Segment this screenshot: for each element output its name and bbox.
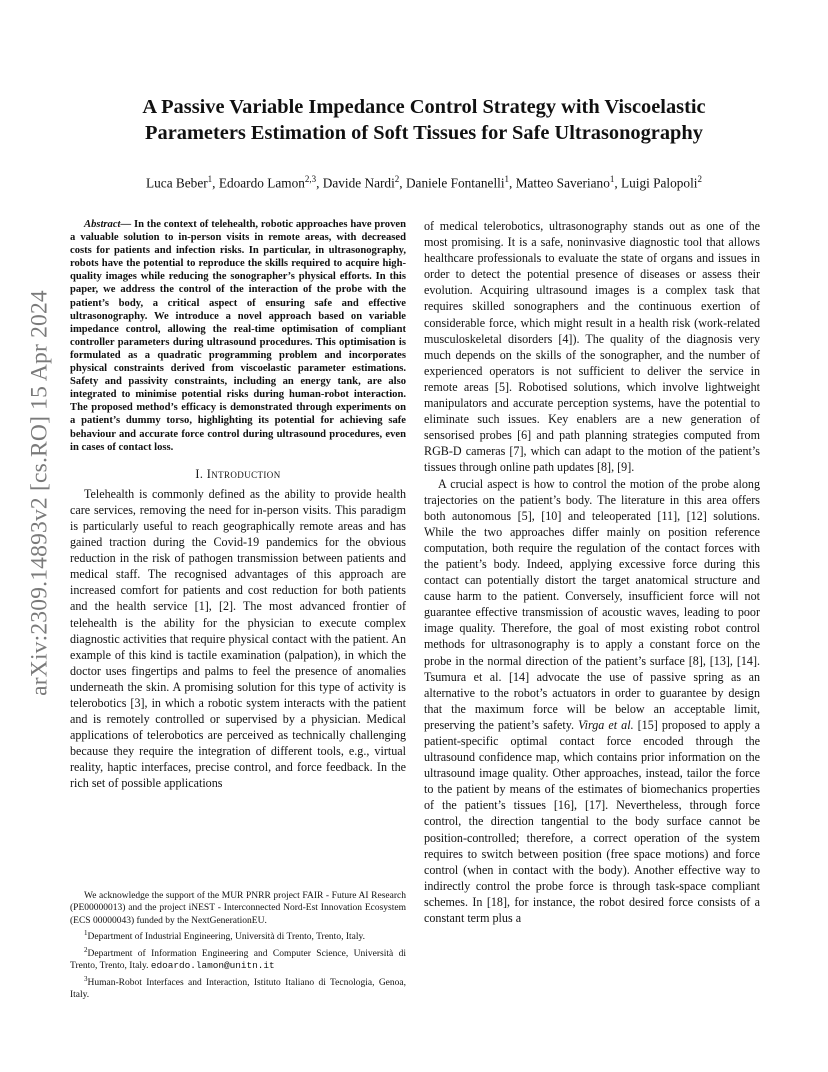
footnote-affiliation-2 bbox=[70, 944, 406, 973]
footnotes bbox=[70, 890, 406, 1002]
footnote-text: Department of Information Engineering and Computer Science, Università di Trento, Trento, Italy. bbox=[70, 948, 406, 972]
author-email: edoardo.lamon@unitn.it bbox=[150, 960, 275, 972]
title-line-2: Parameters Estimation of Soft Tissues for Safe Ultrasonography bbox=[145, 122, 703, 144]
author-name: Daniele Fontanelli bbox=[405, 175, 505, 191]
right-column bbox=[424, 218, 760, 926]
footnote-affiliation-1 bbox=[70, 927, 406, 944]
author-name: Edoardo Lamon bbox=[218, 175, 305, 191]
author-name: Luigi Palopoli bbox=[621, 175, 698, 191]
footnote-text: Human-Robot Interfaces and Interaction, Istituto Italiano di Tecnologia, Genoa, Italy. bbox=[70, 977, 406, 1001]
paper-title bbox=[90, 94, 758, 146]
footnote-affiliation-3 bbox=[70, 973, 406, 1002]
author-affiliation: 1 bbox=[207, 174, 213, 184]
author-name: Luca Beber bbox=[146, 175, 208, 191]
footnote-mark: 3 bbox=[84, 974, 88, 983]
section-title: Introduction bbox=[206, 466, 281, 481]
body-paragraph: of medical telerobotics, ultrasonography stands out as one of the most promising. It is a safe, noninvasive diagnostic tool that allows healthcare professionals to evaluate the state of organs and issues in order to detect the potential presence of diseases or assess their evolution. Acquiring ultrasound images is a complex task that requires skilled sonographers and the continuous exertion of considerable force, which might result in a health risk (work-related musculoskeletal disorders [4]). The quality of the diagnosis very much depends on the skills of the sonographer, and the number of experienced operators is not sufficient to deliver the service in remote areas [5]. Robotised solutions, which involve lightweight manipulators and accurate perception systems, have the potential to eliminate such issues. Key enablers are a new generation of sensorised probes [6] and path planning strategies computed from RGB-D cameras [7], which can adapt to the motion of the patient’s tissues through online path updates [8], [9]. bbox=[424, 219, 760, 475]
author-name: Matteo Saveriano bbox=[515, 175, 610, 191]
arxiv-sidebar-stamp bbox=[20, 283, 60, 703]
author-affiliation: 2 bbox=[697, 174, 702, 184]
author-affiliation: 1 bbox=[609, 174, 615, 184]
author-list: Luca Beber$^1$, Edoardo Lamon$^{2,3}$, Davide Nardi$^2$, Daniele Fontanelli$^1$, Matteo Saveriano$^1$, Luigi Palopoli$^2$ bbox=[146, 174, 702, 191]
section-number: I. bbox=[195, 466, 204, 481]
left-column bbox=[70, 218, 406, 792]
abstract bbox=[70, 218, 406, 454]
intro-paragraph: Telehealth is commonly defined as the ability to provide health care services, removing the need for in-person visits. This paradigm is particularly useful to reach geographically remote areas and has gained traction during the Covid-19 pandemics for the obvious reduction in the risk of pathogen transmission between patients and medical staff. The recognised advantages of this approach are increased comfort for patients and cost reduction for both patients and the health service [1], [2]. The most advanced frontier of telehealth is the ability for the physician to execute complex diagnostic activities that require physical contact with the patient. An example of this kind is tactile examination (palpation), in which the doctor uses fingertips and palms to feel the presence of anomalies underneath the skin. A promising solution for this type of activity is telerobotics [3], in which a robotic system interacts with the patient and is remotely controlled or supervised by a physician. Medical applications of telerobotics are perceived as technically challenging because they require the integration of different tools, e.g., virtual reality, haptic interfaces, precise control, and force feedback. In the rich set of possible applications bbox=[70, 486, 406, 791]
author-affiliation: 2,3 bbox=[304, 174, 317, 184]
footnote-mark: 1 bbox=[84, 929, 88, 938]
footnote-mark: 2 bbox=[84, 945, 88, 954]
cited-author: Virga et al. bbox=[578, 717, 634, 732]
section-heading-introduction bbox=[70, 466, 406, 482]
abstract-text: — In the context of telehealth, robotic approaches have proven a valuable solution to in-person visits in remote areas, with decreased costs for patients and infection risks. In particular, in ultrasonography, robots have the potential to reproduce the skills required to acquire high-quality images while reducing the sonographer’s physical efforts. In this paper, we address the control of the interaction of the probe with the patient’s body, a critical aspect of ensuring safe and effective ultrasonography. We introduce a novel approach based on variable impedance control, allowing the real-time optimisation of compliant controller parameters during ultrasound procedures. This optimisation is formulated as a quadratic programming problem and incorporates physical constraints derived from viscoelastic parameter estimations. Safety and passivity constraints, including an energy tank, are also integrated to minimise potential risks during human-robot interaction. The proposed method’s efficacy is demonstrated through experiments on a patient’s dummy torso, highlighting its potential for achieving safe behaviour and accurate force control during ultrasound procedures, even in cases of contact loss. bbox=[70, 219, 406, 453]
footnote-text: Department of Industrial Engineering, Università di Trento, Trento, Italy. bbox=[87, 932, 365, 943]
author-affiliation: 2 bbox=[394, 174, 400, 184]
body-text: [15] proposed to apply a patient-specific optimal contact force encoded through the ultrasound confidence map, which contains prior information on the ultrasound image quality. Other approaches, instead, tailor the force to the patient by means of the estimates of biomechanics properties of the patient’s tissues [16], [17]. Nevertheless, through force control, the direction tangential to the body surface cannot be position-controlled; therefore, a correct operation of the system requires to switch between position (free space motions) and force control (when in contact with the body). Another effective way to indirectly control the probe force is through task-space compliant schemes. In [18], for instance, the robot desired force consists of a constant term plus a bbox=[424, 717, 760, 926]
body-text: A crucial aspect is how to control the motion of the probe along trajectories on the patient’s body. The literature in this area offers both autonomous [5], [10] and teleoperated [11], [12] solutions. While the two approaches differ mainly on position reference computation, both require the regulation of the contact forces with the patient’s body. Indeed, applying excessive force during this contact can potentially distort the target anatomical structure and cause harm to the patient. Conversely, insufficient force will not guarantee effective transmission of acoustic waves, leading to poor image quality. Therefore, the goal of most existing robot control methods for ultrasonography is to apply a constant force on the probe in the normal direction of the patient’s surface [8], [13], [14]. Tsumura et al. [14] advocate the use of passive spring as an alternative to the robot’s actuators in order to guarantee by design that the maximum force will be below an acceptable limit, preserving the patient’s safety. bbox=[424, 476, 760, 732]
author-affiliation: 1 bbox=[504, 174, 510, 184]
abstract-label: Abstract bbox=[84, 219, 121, 230]
arxiv-identifier: arXiv:2309.14893v2 [cs.RO] 15 Apr 2024 bbox=[26, 290, 53, 696]
author-name: Davide Nardi bbox=[322, 175, 395, 191]
title-line-1: A Passive Variable Impedance Control Strategy with Viscoelastic bbox=[142, 96, 706, 118]
body-paragraph bbox=[424, 476, 760, 927]
footnote-acknowledgement: We acknowledge the support of the MUR PNRR project FAIR - Future AI Research (PE00000013) and the project iNEST - Interconnected Nord-Est Innovation Ecosystem (ECS 00000043) funded by the NextGenerationEU. bbox=[70, 891, 406, 926]
